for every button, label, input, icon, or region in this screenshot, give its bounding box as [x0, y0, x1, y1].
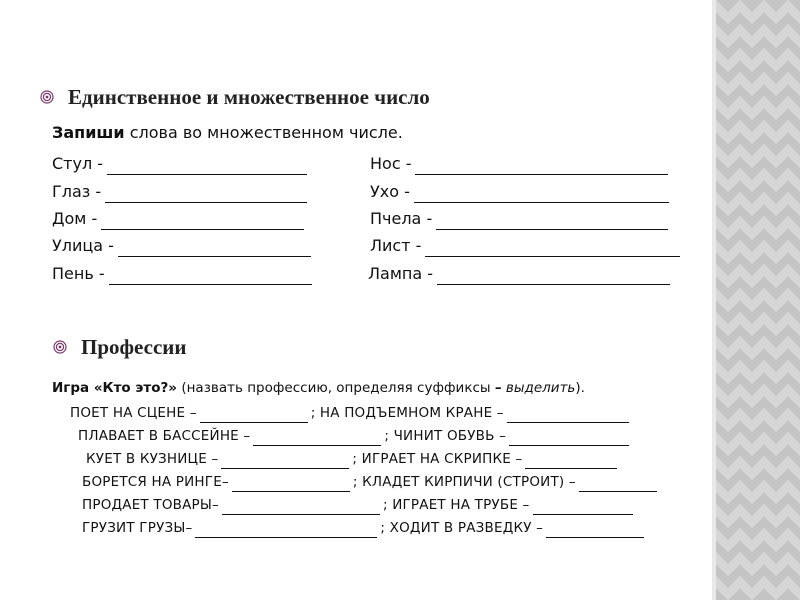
instruction-text: слова во множественном числе.: [124, 123, 403, 142]
word-row: [52, 208, 304, 230]
answer-blank[interactable]: [222, 501, 380, 515]
word-label: Нос -: [370, 154, 412, 173]
profession-row: [86, 449, 620, 469]
word-label: Глаз -: [52, 182, 102, 201]
answer-blank[interactable]: [509, 432, 629, 446]
game-emphasis: выделить: [505, 380, 576, 396]
game-title: Игра «Кто это?»: [52, 380, 178, 396]
answer-blank[interactable]: [525, 455, 617, 469]
word-row: [368, 263, 670, 285]
profession-clue: ; КЛАДЕТ КИРПИЧИ (СТРОИТ) –: [352, 474, 576, 490]
word-label: Пчела -: [370, 209, 433, 228]
word-row: [370, 181, 669, 203]
instruction-verb: Запиши: [52, 123, 125, 142]
answer-blank[interactable]: [107, 159, 307, 175]
game-text: (назвать профессию, определяя суффиксы: [177, 380, 495, 396]
profession-clue: ПОЕТ НА СЦЕНЕ –: [70, 405, 197, 421]
answer-blank[interactable]: [507, 409, 629, 423]
profession-clue: ; ХОДИТ В РАЗВЕДКУ –: [380, 520, 544, 536]
word-label: Лист -: [370, 236, 422, 255]
answer-blank[interactable]: [105, 187, 307, 203]
word-row: [52, 263, 312, 285]
profession-clue: ; ЧИНИТ ОБУВЬ –: [384, 428, 507, 444]
profession-row: [82, 472, 660, 492]
answer-blank[interactable]: [579, 478, 657, 492]
word-label: Пень -: [52, 264, 105, 283]
decorative-side-band: [716, 0, 800, 600]
answer-blank[interactable]: [101, 214, 304, 230]
game-instruction: [52, 380, 585, 396]
answer-blank[interactable]: [109, 269, 312, 285]
answer-blank[interactable]: [533, 501, 633, 515]
profession-clue: ГРУЗИТ ГРУЗЫ–: [82, 520, 193, 536]
section-heading-professions: Профессии: [81, 335, 187, 359]
answer-blank[interactable]: [546, 524, 644, 538]
profession-row: [82, 518, 647, 538]
answer-blank[interactable]: [437, 269, 670, 285]
profession-row: [70, 403, 632, 423]
profession-row: [78, 426, 632, 446]
bullet-icon: [40, 90, 54, 104]
answer-blank[interactable]: [195, 524, 377, 538]
answer-blank[interactable]: [232, 478, 350, 492]
word-row: [52, 153, 307, 175]
section-heading-number: Единственное и множественное число: [68, 85, 430, 109]
answer-blank[interactable]: [200, 409, 308, 423]
profession-clue: ; НА ПОДЪЕМНОМ КРАНЕ –: [310, 405, 504, 421]
word-label: Дом -: [52, 209, 98, 228]
game-dash: –: [494, 380, 502, 396]
answer-blank[interactable]: [436, 214, 668, 230]
profession-clue: ; ИГРАЕТ НА ТРУБЕ –: [382, 497, 530, 513]
word-label: Стул -: [52, 154, 104, 173]
word-label: Лампа -: [368, 264, 434, 283]
game-end: ).: [575, 380, 585, 396]
word-row: [370, 208, 668, 230]
profession-clue: ; ИГРАЕТ НА СКРИПКЕ –: [352, 451, 523, 467]
answer-blank[interactable]: [414, 187, 669, 203]
word-row: [52, 181, 307, 203]
answer-blank[interactable]: [221, 455, 349, 469]
answer-blank[interactable]: [415, 159, 668, 175]
profession-clue: КУЕТ В КУЗНИЦЕ –: [86, 451, 219, 467]
bullet-icon: [53, 340, 67, 354]
profession-clue: БОРЕТСЯ НА РИНГЕ–: [82, 474, 229, 490]
word-row: [370, 235, 680, 257]
word-label: Улица -: [52, 236, 114, 255]
answer-blank[interactable]: [253, 432, 381, 446]
answer-blank[interactable]: [425, 241, 680, 257]
answer-blank[interactable]: [118, 241, 311, 257]
profession-clue: ПРОДАЕТ ТОВАРЫ–: [82, 497, 219, 513]
word-label: Ухо -: [370, 182, 410, 201]
word-row: [52, 235, 311, 257]
profession-row: [82, 495, 636, 515]
word-row: [370, 153, 668, 175]
worksheet-instruction: [52, 123, 403, 142]
profession-clue: ПЛАВАЕТ В БАССЕЙНЕ –: [78, 428, 251, 444]
